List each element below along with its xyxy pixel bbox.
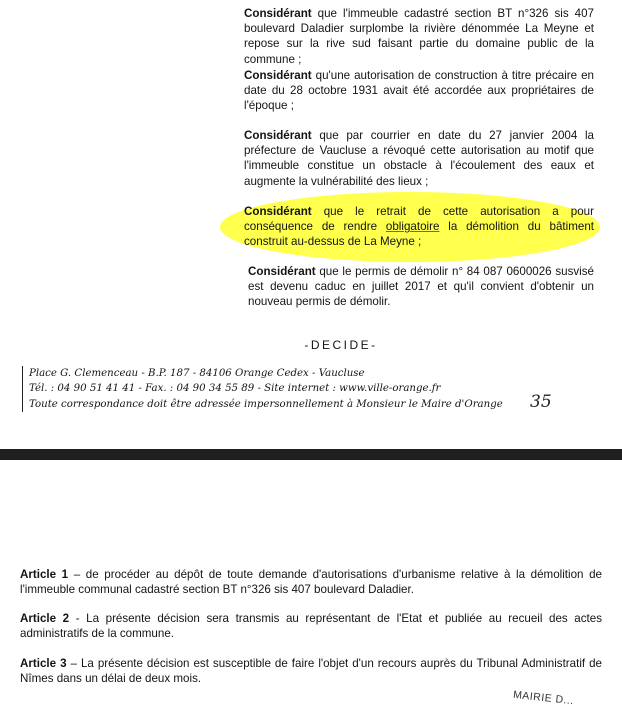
paragraph-keyword: Considérant: [244, 129, 312, 142]
article-keyword: Article 3: [20, 657, 67, 670]
paragraph-considerant-2: [244, 68, 594, 114]
paragraph-text: que l'immeuble cadastré section BT n°326 sis 407 boulevard Daladier surplombe la rivière dénommée La Meyne et repose sur la rive sud faisant partie du domaine public de la commune ;: [244, 7, 594, 66]
paragraph-text: que le permis de démolir n° 84 087 0600026 susvisé est devenu caduc en juillet 2017 et qu'il convient d'obtenir un nouveau permis de démolir.: [248, 265, 594, 309]
footer-address-line: Place G. Clemenceau - B.P. 187 - 84106 Orange Cedex - Vaucluse: [29, 368, 365, 379]
address-footer: [22, 366, 503, 412]
paragraph-keyword: Considérant: [244, 7, 312, 20]
footer-correspondence-line: Toute correspondance doit être adressée impersonnellement à Monsieur le Maire d'Orange: [29, 398, 503, 410]
article-keyword: Article 1: [20, 568, 69, 581]
decide-heading: -DECIDE-: [304, 338, 378, 352]
article-text: – de procéder au dépôt de toute demande d'autorisations d'urbanisme relative à la démolition de l'immeuble communal cadastré section BT n°326 sis 407 boulevard Daladier.: [20, 568, 602, 597]
article-3: [20, 656, 602, 686]
paragraph-considerant-4-highlighted: [244, 204, 594, 250]
page-separator-bar: [0, 449, 622, 460]
handwritten-page-number: 35: [530, 392, 552, 412]
article-keyword: Article 2: [20, 612, 70, 625]
paragraph-keyword: Considérant: [244, 69, 312, 82]
article-text: – La présente décision est susceptible de faire l'objet d'un recours auprès du Tribunal Administratif de Nîmes dans un délai de deux mois.: [20, 657, 602, 686]
article-1: [20, 567, 602, 597]
paragraph-text: qu'une autorisation de construction à titre précaire en date du 28 octobre 1931 avait été accordée aux propriétaires de l'époque ;: [244, 69, 594, 113]
paragraph-considerant-1: [244, 6, 594, 67]
article-2: [20, 611, 602, 641]
paragraph-text: que par courrier en date du 27 janvier 2004 la préfecture de Vaucluse a révoqué cette autorisation au motif que l'immeuble constitue un obstacle à l'écoulement des eaux et augmente la vulnérabilité des lieux ;: [244, 129, 594, 188]
paragraph-text-after: la démolition du bâtiment construit au-dessus de La Meyne ;: [244, 220, 594, 249]
paragraph-considerant-5: [248, 264, 594, 310]
mairie-stamp-fragment: MAIRIE D...: [512, 688, 575, 708]
paragraph-keyword: Considérant: [244, 205, 312, 218]
paragraph-considerant-3: [244, 128, 594, 189]
footer-contact-line: Tél. : 04 90 51 41 41 - Fax. : 04 90 34 55 89 - Site internet : www.ville-orange.fr: [29, 383, 441, 395]
underlined-word: obligatoire: [385, 220, 440, 234]
article-text: - La présente décision sera transmis au représentant de l'Etat et publiée au recueil des actes administratifs de la commune.: [20, 612, 602, 641]
paragraph-text-before: que le retrait de cette autorisation a pour conséquence de rendre: [244, 205, 594, 234]
paragraph-keyword: Considérant: [248, 265, 316, 278]
